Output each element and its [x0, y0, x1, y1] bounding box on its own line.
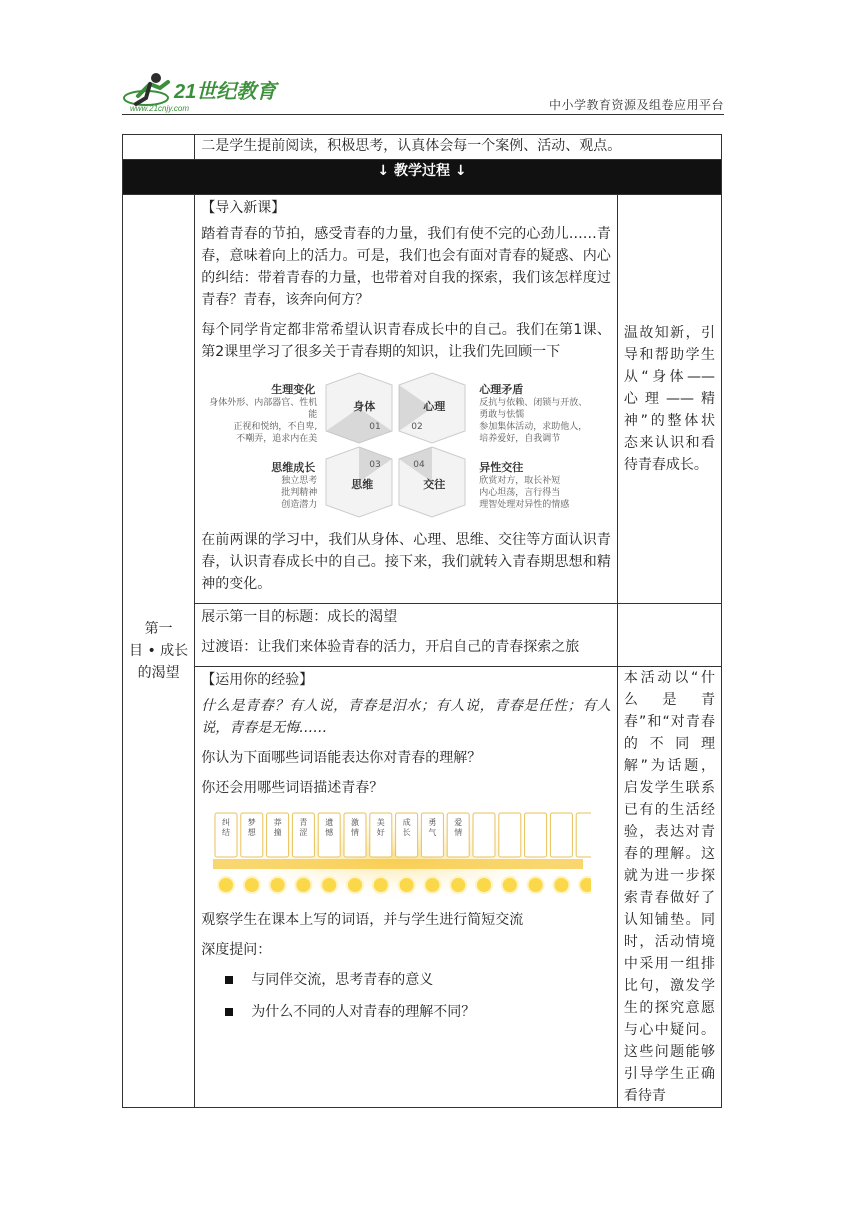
- ruler-dot: [528, 877, 544, 893]
- diagram-desc: 欣赏对方，取长补短 内心坦荡，言行得当 理智处理对异性的情感: [479, 476, 570, 510]
- word-tab: [499, 813, 521, 857]
- hexagon-label: 心理: [423, 400, 446, 413]
- section-label-line: 第一: [144, 621, 173, 637]
- title-cell: [195, 604, 618, 667]
- ruler-dot: [399, 877, 415, 893]
- word-tab-label: 气: [428, 828, 437, 837]
- bullet-square: [225, 976, 233, 984]
- ruler-dot: [296, 877, 312, 893]
- section-label-line: 的渴望: [137, 665, 180, 681]
- word-tab-label: 美: [377, 818, 386, 827]
- question-2: 你还会用哪些词语描述青春？: [201, 780, 384, 796]
- ruler-dot: [321, 877, 337, 893]
- word-tab-label: 结: [222, 828, 231, 837]
- note-review: 温故知新，引导和帮助学生从“身体——心理——精神”的整体状态来认识和看待青春成长。: [617, 195, 721, 604]
- ruler-dot: [244, 877, 260, 893]
- word-tab-label: 青: [299, 818, 308, 827]
- diagram-title: 心理矛盾: [479, 383, 524, 396]
- ruler-dot: [476, 877, 492, 893]
- word-tab-label: 情: [454, 828, 463, 837]
- word-tab-label: 想: [248, 828, 257, 837]
- ruler-dot: [425, 877, 441, 893]
- deep-question-label: 深度提问：: [201, 942, 272, 958]
- svg-text:www.21cnjy.com: www.21cnjy.com: [130, 104, 189, 113]
- platform-name: 中小学教育资源及组卷应用平台: [548, 98, 724, 112]
- hexagon-label: 身体: [353, 400, 376, 413]
- word-tab-label: 憾: [325, 828, 334, 837]
- ruler-dot: [450, 877, 466, 893]
- lesson-table: [122, 134, 722, 1108]
- bullet-item: 为什么不同的人对青春的理解不同？: [225, 1001, 611, 1023]
- ruler-dot: [579, 877, 591, 893]
- header-divider: [122, 114, 724, 115]
- word-tab-label: 勇: [428, 818, 437, 827]
- word-tab-label: 长: [402, 828, 411, 837]
- word-tab-label: 好: [377, 828, 386, 837]
- diagram-title: 思维成长: [271, 461, 316, 474]
- ruler-dot: [218, 877, 234, 893]
- experience-cell: [195, 667, 618, 1108]
- section-label: [123, 195, 195, 1108]
- word-tab-label: 激: [351, 818, 360, 827]
- experience-heading: 【运用你的经验】: [201, 672, 314, 688]
- process-banner: ↓ 教学过程 ↓: [123, 160, 722, 195]
- diagram-desc: 独立思考 批判精神 创造潜力: [281, 476, 318, 510]
- intro-heading: 【导入新课】: [201, 200, 286, 216]
- site-logo: [120, 68, 290, 114]
- empty-note-cell: [617, 604, 721, 667]
- diagram-desc: 身体外形、内部器官、性机能 正视和悦纳，不自卑, 不嘲弄，追求内在美: [209, 398, 318, 444]
- word-tab-label: 遗: [325, 818, 334, 827]
- hexagon-number: 04: [413, 460, 425, 470]
- note-activity: 本活动以“什么是青春”和“对青春的不同理解”为话题，启发学生联系已有的生活经验，表达对青春的理解。这就为进一步探索青春做好了认知铺垫。同时，活动情境中采用一组排比句，激发学生的探究意愿与心中疑问。这些问题能够引导学生正确看待青: [617, 667, 721, 1108]
- prep-text: 二是学生提前阅读，积极思考，认真体会每一个案例、活动、观点。: [195, 135, 722, 160]
- word-tab-label: 纠: [222, 818, 231, 827]
- observe-text: 观察学生在课本上写的词语，并与学生进行简短交流: [201, 912, 524, 928]
- word-tab: [525, 813, 547, 857]
- word-tab-label: 成: [402, 818, 411, 827]
- word-tab: [576, 813, 591, 857]
- ruler-dot: [373, 877, 389, 893]
- word-tab-label: 爱: [454, 818, 463, 827]
- diagram-title: 生理变化: [271, 383, 316, 396]
- ruler-dot: [347, 877, 363, 893]
- word-tab-label: 莽: [273, 818, 282, 827]
- ruler-dot: [270, 877, 286, 893]
- review-diagram: [201, 371, 591, 521]
- word-tab-label: 情: [351, 828, 360, 837]
- word-ruler: [201, 807, 591, 903]
- hexagon-number: 02: [411, 422, 423, 432]
- intro-paragraph: 踏着青春的节拍，感受青春的力量，我们有使不完的心劲儿……青春，意味着向上的活力。可是，我们也会有面对青春的疑惑、内心的纠结：带着青春的力量，也带着对自我的探索，我们该怎样度过青春？青春，该奔向何方？: [201, 226, 611, 308]
- hexagon-label: 思维: [351, 478, 374, 491]
- diagram-title: 异性交往: [479, 461, 524, 474]
- ruler-dot: [502, 877, 518, 893]
- intro-cell: [195, 195, 618, 604]
- word-tab-label: 涩: [299, 828, 308, 837]
- youth-quote: 什么是青春？有人说，青春是泪水；有人说，青春是任性；有人说，青春是无悔……: [201, 698, 611, 736]
- ruler-dot: [554, 877, 570, 893]
- bullet-item: 与同伴交流，思考青春的意义: [225, 969, 611, 991]
- prep-left-cell: [123, 135, 195, 160]
- review-paragraph: 每个同学肯定都非常希望认识青春成长中的自己。我们在第1课、第2课里学习了很多关于青春期的知识，让我们先回顾一下: [201, 322, 611, 360]
- question-1: 你认为下面哪些词语能表达你对青春的理解？: [201, 750, 482, 766]
- transition-paragraph: 在前两课的学习中，我们从身体、心理、思维、交往等方面认识青春，认识青春成长中的自己。接下来，我们就转入青春期思想和精神的变化。: [201, 532, 611, 592]
- word-tab-label: 梦: [248, 818, 257, 827]
- svg-text:21世纪教育: 21世纪教育: [174, 81, 277, 103]
- hexagon-number: 01: [369, 422, 381, 432]
- word-tab-label: 撞: [273, 828, 282, 837]
- page-header: [120, 68, 724, 114]
- hexagon-label: 交往: [423, 478, 446, 491]
- bullet-square: [225, 1008, 233, 1016]
- diagram-desc: 反抗与依赖、闭锁与开放、 勇敢与怯懦 参加集体活动，求助他人， 培养爱好，自我调节: [479, 398, 588, 444]
- hexagon-number: 03: [369, 460, 381, 470]
- word-tab: [551, 813, 573, 857]
- word-tab: [473, 813, 495, 857]
- transition-words: 过渡语：让我们来体验青春的活力，开启自己的青春探索之旅: [201, 639, 580, 655]
- title-display: 展示第一目的标题：成长的渴望: [201, 609, 398, 625]
- section-label-line: 目 • 成长: [129, 643, 189, 659]
